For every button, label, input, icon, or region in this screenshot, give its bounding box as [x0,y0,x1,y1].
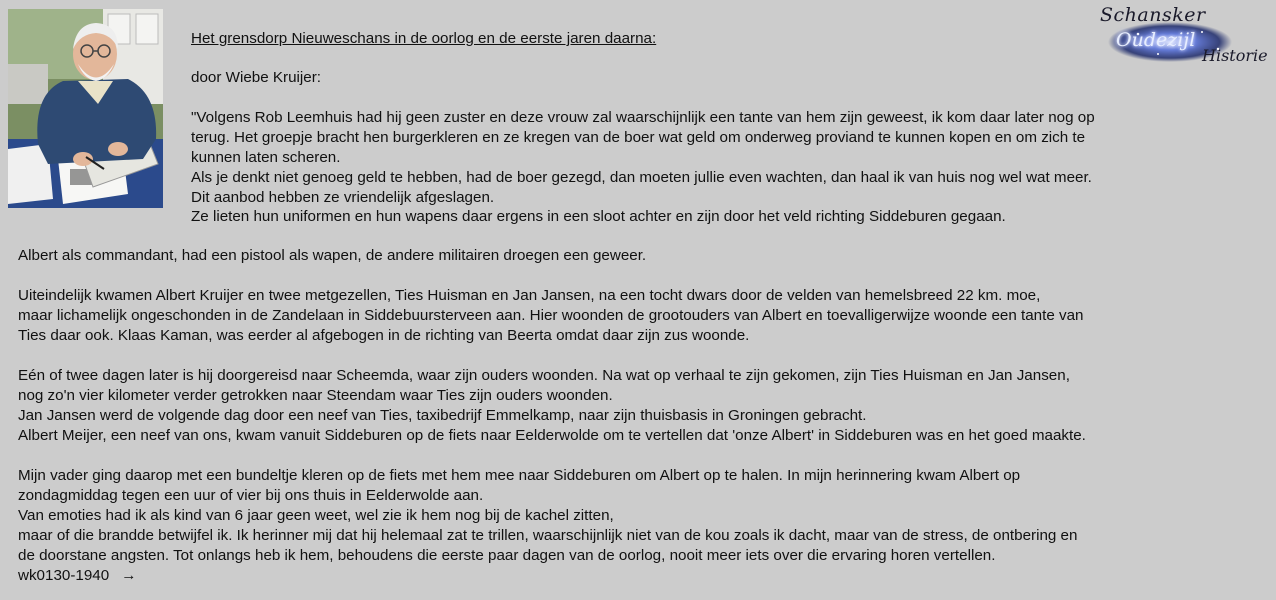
para1-line-4: Als je denkt niet genoeg geld te hebben, had de boer gezegd, dan moeten jullie even wachten, dan haal ik van huis nog wel wat meer. [191,169,1092,186]
article-byline: door Wiebe Kruijer: [191,69,321,86]
para5-line-4: maar of die brandde betwijfel ik. Ik herinner mij dat hij helemaal zat te trillen, waarschijnlijk niet van de kou zoals ik dacht, maar van de stress, de ontbering en [18,527,1078,544]
logo-line-1: Schansker [1100,4,1206,26]
para1-line-3: kunnen laten scheren. [191,149,341,166]
site-logo[interactable] [1098,4,1270,68]
para5-line-2: zondagmiddag tegen een uur of vier bij ons thuis in Eelderwolde aan. [18,487,484,504]
para1-line-1: "Volgens Rob Leemhuis had hij geen zuster en deze vrouw zal waarschijnlijk een tante van hem zijn geweest, ik kom daar later nog op [191,109,1095,126]
article-footer [18,566,136,586]
para1-line-6: Ze lieten hun uniformen en hun wapens daar ergens in een sloot achter en zijn door het veld richting Siddeburen gegaan. [191,208,1006,225]
para3-line-3: Ties daar ook. Klaas Kaman, was eerder al afgebogen in de richting van Beerta omdat daar zijn zus woonde. [18,327,750,344]
para2-line-1: Albert als commandant, had een pistool als wapen, de andere militairen droegen een geweer. [18,247,647,264]
logo-line-2: Oudezijl [1116,29,1196,51]
para1-line-2: terug. Het groepje bracht hen burgerkleren en ze kregen van de boer wat geld om onderweg proviand te kunnen kopen en om zich te [191,129,1086,146]
para4-line-3: Jan Jansen werd de volgende dag door een neef van Ties, taxibedrijf Emmelkamp, naar zijn thuisbasis in Groningen gebracht. [18,407,867,424]
para5-line-5: de doorstane angsten. Tot onlangs heb ik hem, behoudens die eerste paar dagen van de oorlog, nooit meer iets over die ervaring horen vertellen. [18,547,996,564]
article-reference: wk0130-1940 [18,567,110,584]
logo-line-3: Historie [1202,46,1268,65]
para5-line-3: Van emoties had ik als kind van 6 jaar geen weet, wel zie ik hem nog bij de kachel zitten, [18,507,614,524]
article-title: Het grensdorp Nieuweschans in de oorlog en de eerste jaren daarna: [191,30,657,47]
para5-line-1: Mijn vader ging daarop met een bundeltje kleren op de fiets met hem mee naar Siddeburen om Albert op te halen. In mijn herinnering kwam Albert op [18,467,1021,484]
para3-line-2: maar lichamelijk ongeschonden in de Zandelaan in Siddebuursterveen aan. Hier woonden de grootouders van Albert en toevalligerwijze woonde een tante van [18,307,1084,324]
para4-line-1: Eén of twee dagen later is hij doorgereisd naar Scheemda, waar zijn ouders woonden. Na wat op verhaal te zijn gekomen, zijn Ties Huisman en Jan Jansen, [18,367,1070,384]
author-photo [8,9,163,208]
para4-line-4: Albert Meijer, een neef van ons, kwam vanuit Siddeburen op de fiets naar Eelderwolde om te vertellen dat 'onze Albert' in Siddeburen was en het goed maakte. [18,427,1086,444]
para4-line-2: nog zo'n vier kilometer verder getrokken naar Steendam waar Ties zijn ouders woonden. [18,387,613,404]
para3-line-1: Uiteindelijk kwamen Albert Kruijer en twee metgezellen, Ties Huisman en Jan Jansen, na een tocht dwars door de velden van hemelsbreed 22 km. moe, [18,287,1041,304]
para1-line-5: Dit aanbod hebben ze vriendelijk afgeslagen. [191,189,495,206]
arrow-right-icon[interactable]: → [121,567,137,584]
